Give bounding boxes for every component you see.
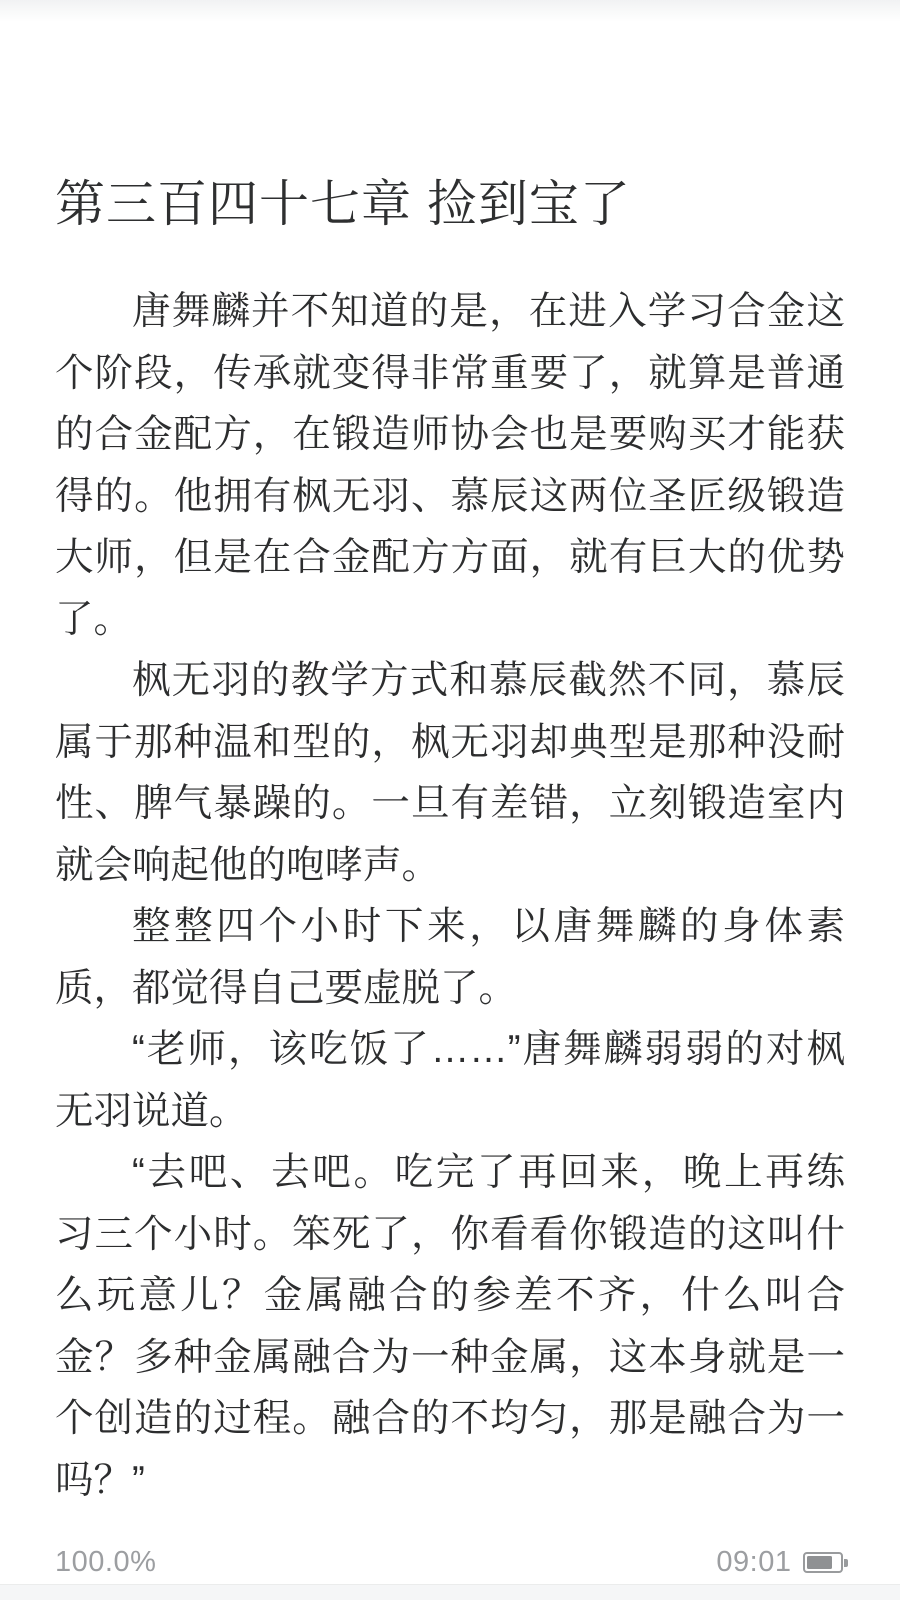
text-line: 习三个小时。笨死了，你看看你锻造的这叫什: [55, 1212, 845, 1256]
text-line: 无羽说道。: [55, 1089, 248, 1133]
text-line: “老师，该吃饭了……”唐舞麟弱弱的对枫: [132, 1028, 845, 1071]
chapter-text: [55, 281, 845, 1511]
battery-icon: [803, 1552, 849, 1573]
text-line: 属于那种温和型的，枫无羽却典型是那种没耐: [55, 720, 845, 764]
text-line: 唐舞麟并不知道的是，在进入学习合金这: [132, 290, 845, 333]
text-line: “去吧、去吧。吃完了再回来，晚上再练: [132, 1151, 845, 1194]
text-line: 金？多种金属融合为一种金属，这本身就是一: [55, 1335, 845, 1379]
bottom-bar: [0, 1584, 900, 1600]
progress-percent: 100.0%: [55, 1546, 157, 1578]
text-line: 个创造的过程。融合的不均匀，那是融合为一: [55, 1397, 845, 1440]
text-line: 质，都觉得自己要虚脱了。: [55, 966, 518, 1010]
text-line: 么玩意儿？金属融合的参差不齐，什么叫合: [55, 1274, 845, 1317]
text-line: 枫无羽的教学方式和慕辰截然不同，慕辰: [132, 659, 845, 702]
text-line: 个阶段，传承就变得非常重要了，就算是普通: [55, 351, 845, 395]
text-line: 的合金配方，在锻造师协会也是要购买才能获: [55, 413, 845, 456]
footer-status: [716, 1546, 848, 1579]
text-line: 就会响起他的咆哮声。: [55, 843, 441, 887]
top-shadow: [0, 0, 900, 22]
text-line: 得的。他拥有枫无羽、慕辰这两位圣匠级锻造: [55, 474, 845, 518]
text-line: 了。: [55, 597, 133, 641]
clock: 09:01: [716, 1546, 792, 1578]
chapter-title: 第三百四十七章 捡到宝了: [55, 175, 631, 232]
text-line: 大师，但是在合金配方方面，就有巨大的优势: [55, 536, 845, 579]
text-line: 性、脾气暴躁的。一旦有差错，立刻锻造室内: [55, 782, 845, 825]
text-line: 吗？”: [55, 1458, 145, 1502]
text-line: 整整四个小时下来，以唐舞麟的身体素: [132, 905, 845, 948]
